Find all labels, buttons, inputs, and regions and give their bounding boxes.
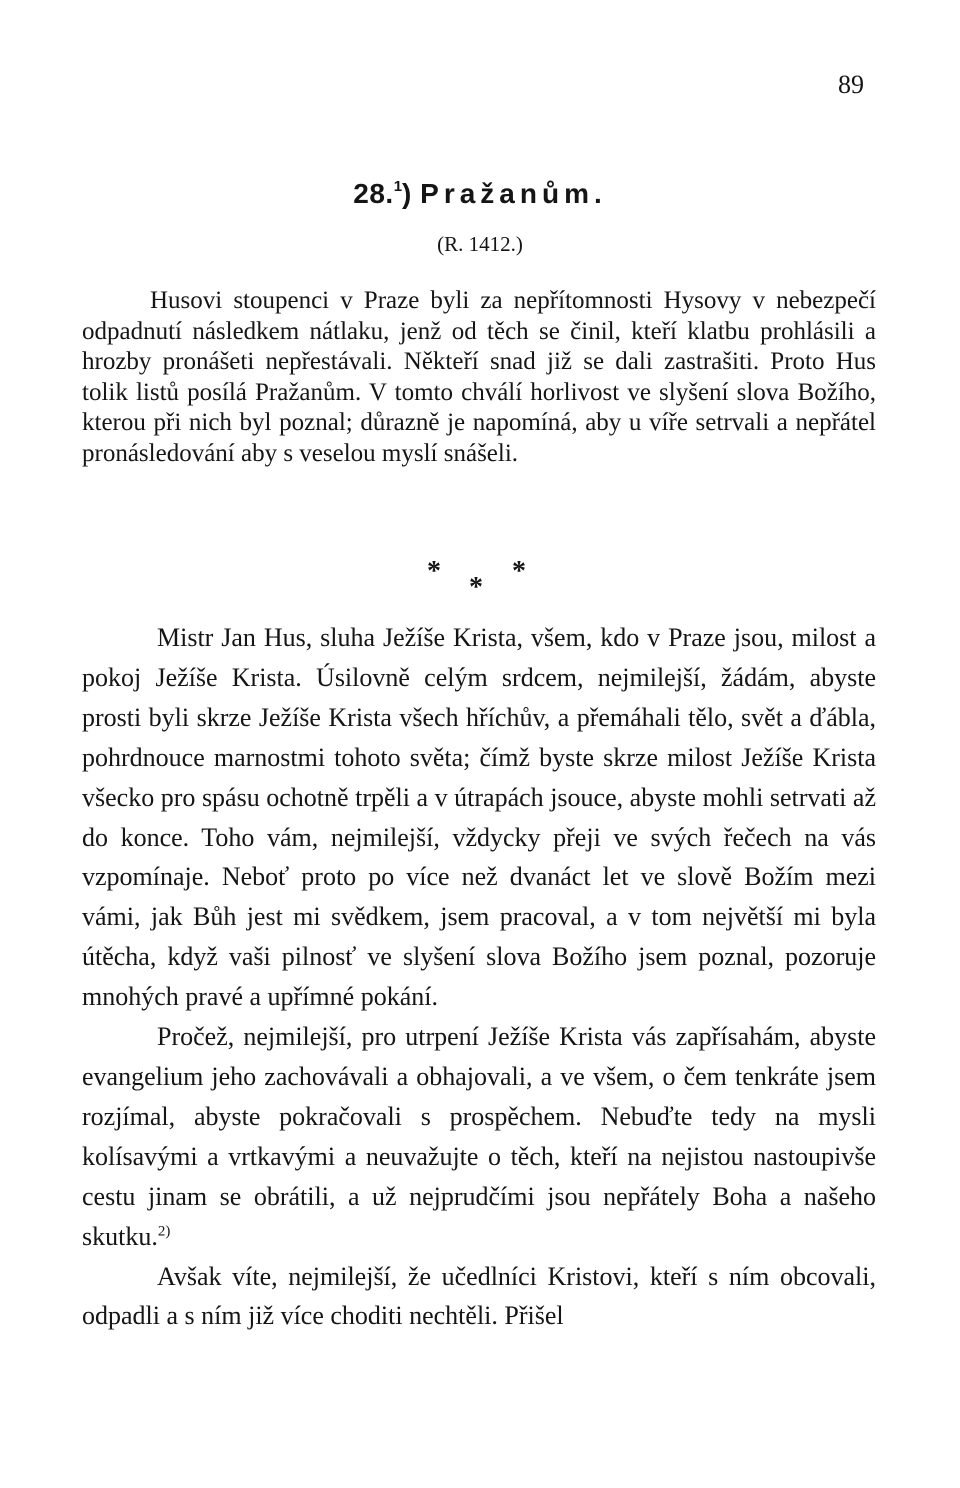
asterism-star-left: * — [427, 556, 441, 587]
paragraph-1-text: Mistr Jan Hus, sluha Ježíše Krista, všem, kdo v Praze jsou, milost a pokoj Ježíše Krista. Úsilovně celým srdcem, nejmilejší, žádám, abyste prosti byli skrze Ježíše Krista všech hříchův, a přemáhali tělo, svět a ďábla, pohrdnouce marnostmi tohoto světa; čímž byste skrze milost Ježíše Krista všecko pro spásu ochotně trpěli a v útrapách jsouce, abyste mohli setrvati až do konce. Toho vám, nejmilejší, vždycky přeji ve svých řečech na vás vzpomínaje. Neboť proto po více než dvanáct let ve slově Božím mezi vámi, jak Bůh jest mi svědkem, jsem pracoval, a v tom největší mi byla útěcha, když vaši pilnosť ve slyšení slova Božího jsem poznal, pozoruje mnohých pravé a upřímné pokání. — [82, 623, 876, 1012]
page-number: 89 — [838, 70, 864, 99]
paragraph-2 — [82, 1017, 876, 1256]
letter-body — [82, 618, 876, 1336]
footnote-mark-2: 2) — [157, 1222, 171, 1239]
footnote-mark-paren: ) — [402, 178, 412, 209]
paragraph-3-text: Avšak víte, nejmilejší, že učedlníci Kristovi, kteří s ním obcovali, odpadli a s ním již více choditi nechtěli. Přišel — [82, 1261, 876, 1331]
paragraph-3 — [82, 1257, 876, 1337]
letter-number: 28. — [353, 178, 394, 209]
letter-heading: Pražanům. — [420, 178, 607, 209]
summary-text: Husovi stoupenci v Praze byli za nepřítomnosti Hysovy v nebezpečí odpadnutí následkem nátlaku, jenž od těch se činil, kteří klatbu prohlásili a hrozby pronášeti nepřestávali. Někteří snad již se dali zastrašiti. Proto Hus tolik listů posílá Pražanům. V tomto chválí horlivost ve slyšení slova Božího, kterou při nich byl poznal; důrazně je napomíná, aby u víře setrvali a nepřátel pronásledování aby s veselou myslí snášeli. — [82, 287, 876, 467]
paragraph-2-text: Pročež, nejmilejší, pro utrpení Ježíše Krista vás zapřísahám, abyste evangelium jeho zachovávali a obhajovali, a ve všem, o čem tenkráte jsem rozjímal, abyste pokračovali s prospěchem. Nebuďte tedy na mysli kolísavými a vrtkavými a neuvažujte o těch, kteří na nejistou nastoupivše cestu jinam se obrátili, a už nejprudčími jsou nepřátely Boha a našeho skutku. — [82, 1022, 876, 1251]
footnote-mark-title: 1 — [393, 178, 403, 195]
asterism-divider — [0, 556, 960, 606]
asterism-star-center: * — [469, 572, 483, 603]
paragraph-1 — [82, 618, 876, 1017]
letter-year: (R. 1412.) — [437, 232, 523, 256]
summary-block — [82, 286, 876, 469]
letter-title — [0, 178, 960, 210]
asterism-star-right: * — [512, 556, 526, 587]
